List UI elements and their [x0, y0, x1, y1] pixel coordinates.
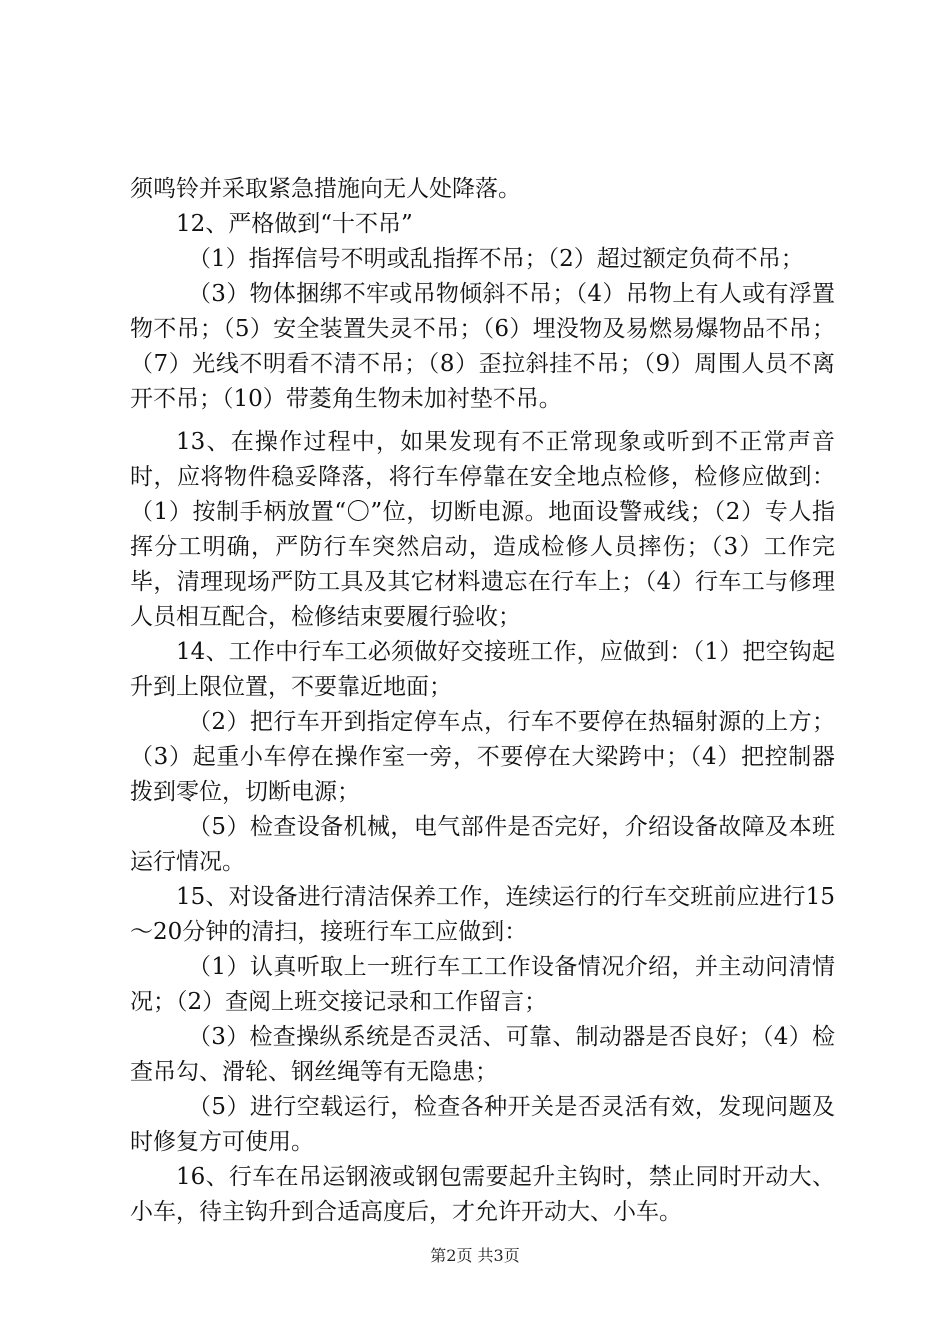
document-body — [130, 172, 835, 1230]
paragraph-item-14-sub-2: （2）把行车开到指定停车点，行车不要停在热辐射源的上方；（3）起重小车停在操作室一旁，不要停在大梁跨中；（4）把控制器拨到零位，切断电源； — [130, 709, 835, 805]
paragraph-item-15-sub-1: （1）认真听取上一班行车工工作设备情况介绍，并主动问清情况；（2）查阅上班交接记录和工作留言； — [130, 954, 835, 1015]
paragraph-item-12-sub-1: （1）指挥信号不明或乱指挥不吊；（2）超过额定负荷不吊； — [188, 246, 804, 272]
page-number-footer: 第2页 共3页 — [430, 1246, 520, 1265]
paragraph-item-15-sub-3: （3）检查操纵系统是否灵活、可靠、制动器是否良好；（4）检查吊勾、滑轮、钢丝绳等有无隐患； — [130, 1024, 835, 1085]
paragraph-item-16: 16、行车在吊运钢液或钢包需要起升主钩时，禁止同时开动大、小车，待主钩升到合适高度后，才允许开动大、小车。 — [130, 1164, 835, 1225]
paragraph-item-14: 14、工作中行车工必须做好交接班工作，应做到：（1）把空钩起升到上限位置，不要靠近地面； — [130, 639, 835, 700]
paragraph-continuation: 须鸣铃并采取紧急措施向无人处降落。 — [130, 176, 521, 202]
paragraph-item-12-sub-3: （3）物体捆绑不牢或吊物倾斜不吊；（4）吊物上有人或有浮置物不吊；（5）安全装置失灵不吊；（6）埋没物及易燃易爆物品不吊；（7）光线不明看不清不吊；（8）歪拉斜挂不吊；（9）周围人员不离开不吊；（10）带菱角生物未加衬垫不吊。 — [130, 281, 835, 412]
paragraph-item-15: 15、对设备进行清洁保养工作，连续运行的行车交班前应进行15～20分钟的清扫，接班行车工应做到： — [130, 884, 835, 945]
paragraph-item-13: 13、在操作过程中，如果发现有不正常现象或听到不正常声音时，应将物件稳妥降落，将行车停靠在安全地点检修，检修应做到：（1）按制手柄放置“〇”位，切断电源。地面设警戒线；（2）专人指挥分工明确，严防行车突然启动，造成检修人员摔伤；（3）工作完毕，清理现场严防工具及其它材料遗忘在行车上；（4）行车工与修理人员相互配合，检修结束要履行验收； — [130, 429, 835, 630]
paragraph-item-15-sub-5: （5）进行空载运行，检查各种开关是否灵活有效，发现问题及时修复方可使用。 — [130, 1094, 835, 1155]
paragraph-item-12: 12、严格做到“十不吊” — [176, 211, 413, 237]
paragraph-item-14-sub-5: （5）检查设备机械，电气部件是否完好，介绍设备故障及本班运行情况。 — [130, 814, 835, 875]
